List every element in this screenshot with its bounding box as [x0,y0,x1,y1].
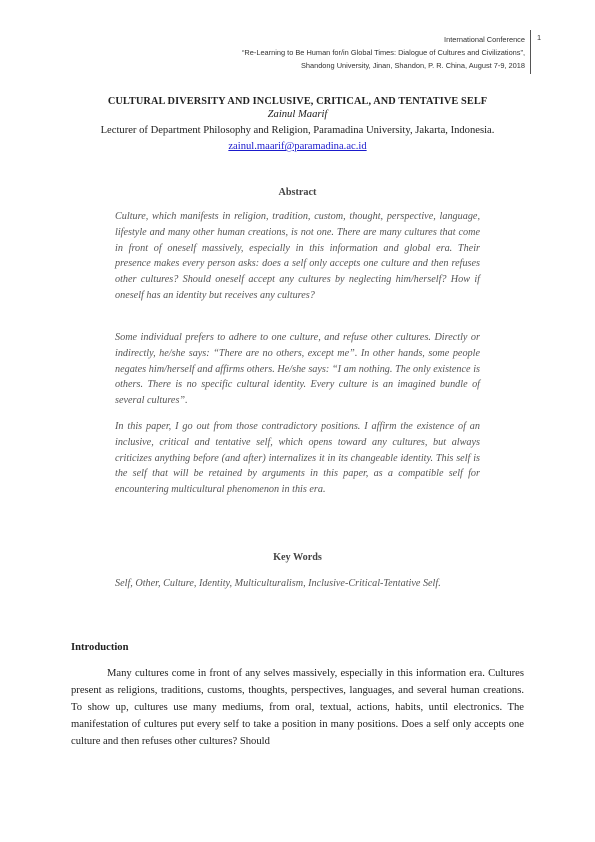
abstract-heading: Abstract [278,187,317,198]
page-number: 1 [537,33,542,42]
running-header [242,33,525,73]
author-email [0,141,595,152]
author-name: Zainul Maarif [267,109,328,120]
keywords-list: Self, Other, Culture, Identity, Multiculturalism, Inclusive-Critical-Tentative Self. [115,578,441,589]
abstract-paragraph: In this paper, I go out from those contradictory positions. I affirm the existence of an inclusive, critical and tentative self, which opens toward any cultures, but always criticizes anything before (and after) internalizes it in its changeable identity. This self is the self that will be retained by arguments in this paper, as a compatible self for encountering multicultural phenomenon in this era. [115,421,480,496]
introduction-paragraph: Many cultures come in front of any selves massively, especially in this information era. Cultures present as religions, traditions, customs, thoughts, perspectives, languages, and several human creations. To show up, cultures use many mediums, from oral, textual, actions, habits, until electronics. The manifestation of cultures put every self to take a position in many positions. Does a self only accepts one culture and then refuses other cultures? Should [71,668,524,747]
abstract-paragraph: Culture, which manifests in religion, tradition, custom, thought, perspective, language, lifestyle and many other human creations, is not one. There are many cultures that come in front of oneself massively, especially in this information and global era. Their presence makes every person asks: does a self only accepts one culture and then refuses other cultures? Should oneself accept any cultures by neglecting him/herself? How if oneself has an identity but receives any cultures? [115,211,480,301]
author-affiliation: Lecturer of Department Philosophy and Religion, Paramadina University, Jakarta, Indonesia. [100,125,495,136]
introduction-heading: Introduction [71,642,129,653]
header-venue: Shandong University, Jinan, Shandon, P. R. China, August 7-9, 2018 [300,61,525,71]
abstract-paragraph: Some individual prefers to adhere to one culture, and refuse other cultures. Directly or indirectly, he/she says: “There are no others, except me”. In other hands, some people negates him/herself and affirms others. He/she says: “I am nothing. The only existence is others. There is no specific cultural identity. Every culture is an imagined bundle of several cultures”. [115,332,480,407]
header-conference: International Conference [444,35,525,44]
header-theme: “Re-Learning to Be Human for/in Global Times: Dialogue of Cultures and Civilizations”, [241,48,525,58]
email-link[interactable]: zainul.maarif@paramadina.ac.id [228,141,367,152]
paper-title: CULTURAL DIVERSITY AND INCLUSIVE, CRITICAL, AND TENTATIVE SELF [107,96,488,107]
header-divider [530,30,531,74]
keywords-heading: Key Words [273,552,322,563]
